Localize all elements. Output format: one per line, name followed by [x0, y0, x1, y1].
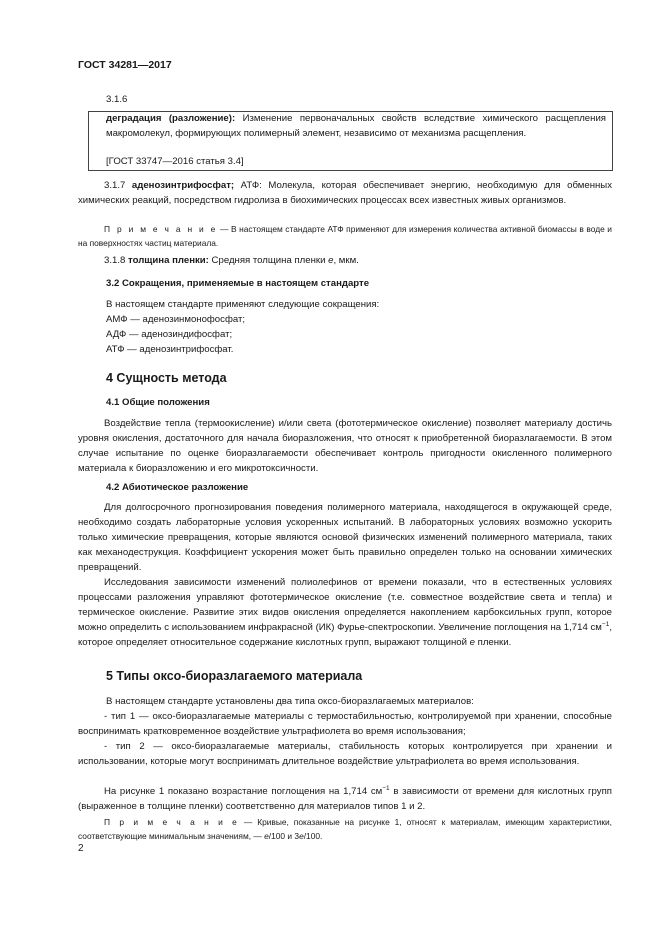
- paragraph-text: пленки.: [474, 637, 512, 648]
- abbreviation-item: АДФ — аденозиндифосфат;: [106, 329, 233, 340]
- section-5-heading: 5 Типы оксо-биоразлагаемого материала: [106, 669, 363, 683]
- type-1-description: - тип 1 — оксо-биоразлагаемые материалы с термостабильностью, контролируемой при хранении, способные воспринимать кратковременное воздействие ультрафиолета во время использования;: [78, 711, 612, 737]
- abbreviation-item: АТФ — аденозинтрифосфат.: [106, 344, 234, 355]
- section-4-2-heading: 4.2 Абиотическое разложение: [106, 482, 249, 493]
- definition-3-1-8-text: Средняя толщина пленки: [208, 255, 329, 266]
- term-atp: аденозинтрифосфат;: [131, 180, 235, 191]
- abbreviation-item: АМФ — аденозинмонофосфат;: [106, 314, 246, 325]
- paragraph-text: На рисунке 1 показано возрастание поглощения на 1,714 см: [104, 786, 383, 797]
- term-film-thickness: толщина пленки:: [128, 255, 209, 266]
- term-degradation: деградация (разложение):: [106, 113, 236, 124]
- section-5-intro: В настоящем стандарте установлены два типа оксо-биоразлагаемых материалов:: [106, 696, 474, 707]
- definition-3-1-6-text: Изменение первоначальных свойств вследствие химического расщепления макромолекул, формирующих полимерный элемент, независимо от механизма расщепления.: [106, 113, 606, 139]
- document-header-code: ГОСТ 34281—2017: [78, 59, 172, 71]
- note-curves-text: /100.: [303, 831, 323, 841]
- note-curves-text: — Кривые, показанные на рисунке 1, относят к материалам, имеющим характеристики, соответствующие минимальным значениям, —: [78, 817, 613, 841]
- page-number: 2: [78, 843, 84, 854]
- section-4-2-paragraph-2: [78, 575, 612, 650]
- abbreviations-intro: В настоящем стандарте применяют следующие сокращения:: [106, 299, 380, 310]
- note-curves: [78, 815, 612, 843]
- clause-number-3-1-8: 3.1.8: [104, 255, 129, 266]
- paragraph-text: в зависимости от времени для кислотных групп (выраженное в толщине пленки) соответственно для материалов типов 1 и 2.: [78, 786, 612, 812]
- note-label: П р и м е ч а н и е: [104, 224, 218, 234]
- definition-3-1-6-reference: [ГОСТ 33747—2016 статья 3.4]: [106, 156, 244, 167]
- definition-3-1-8: [78, 253, 612, 268]
- section-4-1-paragraph: Воздействие тепла (термоокисление) и/или света (фототермическое окисление) позволяет материалу достичь уровня окисления, достаточного для начала биоразложения, что относят к приобретенной биоразлагаемости. В этом случае испытание по оценке биоразлагаемости обеспечивает контроль пригодности окисленного полимерного материала к биоразложению и его микротоксичности.: [78, 418, 612, 474]
- variable-e: е: [299, 831, 304, 841]
- variable-e: е: [328, 255, 334, 266]
- section-4-2-paragraph-1: Для долгосрочного прогнозирования поведения полимерного материала, находящегося в окружающей среде, необходимо создать лабораторные условия ускоренных испытаний. В лабораторных условиях возможно ускорить только химические превращения, которые являются основой физических изменений полимерного материала, таких как механодеструкция. Коэффициент ускорения может быть правильно определен только на основании химических превращений.: [78, 502, 612, 573]
- superscript-exponent: −1: [601, 621, 610, 628]
- clause-number-3-1-7: 3.1.7: [104, 180, 132, 191]
- definition-3-1-6: [106, 111, 606, 141]
- paragraph-text: , которое определяет относительное содержание кислотных групп, выражают толщиной: [78, 622, 612, 648]
- variable-e: е: [469, 637, 475, 648]
- figure-1-reference: [78, 784, 612, 814]
- note-atp: [78, 222, 612, 250]
- section-3-2-heading: 3.2 Сокращения, применяемые в настоящем стандарте: [106, 278, 370, 289]
- note-label: П р и м е ч а н и е: [104, 817, 239, 827]
- note-atp-text: — В настоящем стандарте АТФ применяют для измерения количества активной биомассы в воде и на поверхностях частиц материала.: [78, 224, 612, 248]
- clause-number-3-1-6: 3.1.6: [106, 94, 128, 105]
- variable-e: е: [264, 831, 269, 841]
- definition-3-1-7-text: АТФ: Молекула, которая обеспечивает энергию, необходимую для обменных химических реакций, посредством гидролиза в биохимических процессах всех известных живых организмов.: [78, 180, 612, 206]
- section-4-1-heading: 4.1 Общие положения: [106, 397, 210, 408]
- definition-3-1-7: [78, 178, 612, 208]
- type-2-description: - тип 2 — оксо-биоразлагаемые материалы, стабильность которых контролируется при хранении и использовании, которые могут воспринимать длительное воздействие ультрафиолета во время использования.: [78, 741, 612, 767]
- paragraph-text: Исследования зависимости изменений полиолефинов от времени показали, что в естественных условиях процессами разложения управляют фототермическое окисление (т.е. совместное воздействие света и тепла) и термическое окисление. Развитие этих видов окисления определяется накоплением карбоксильных групп, которое можно определить с использованием инфракрасной (ИК) Фурье-спектроскопии. Увеличение поглощения на 1,714 см: [78, 577, 612, 633]
- superscript-exponent: −1: [382, 785, 390, 792]
- definition-3-1-8-unit: , мкм.: [333, 255, 359, 266]
- note-curves-text: /100 и 3: [268, 831, 300, 841]
- section-4-heading: 4 Сущность метода: [106, 371, 227, 385]
